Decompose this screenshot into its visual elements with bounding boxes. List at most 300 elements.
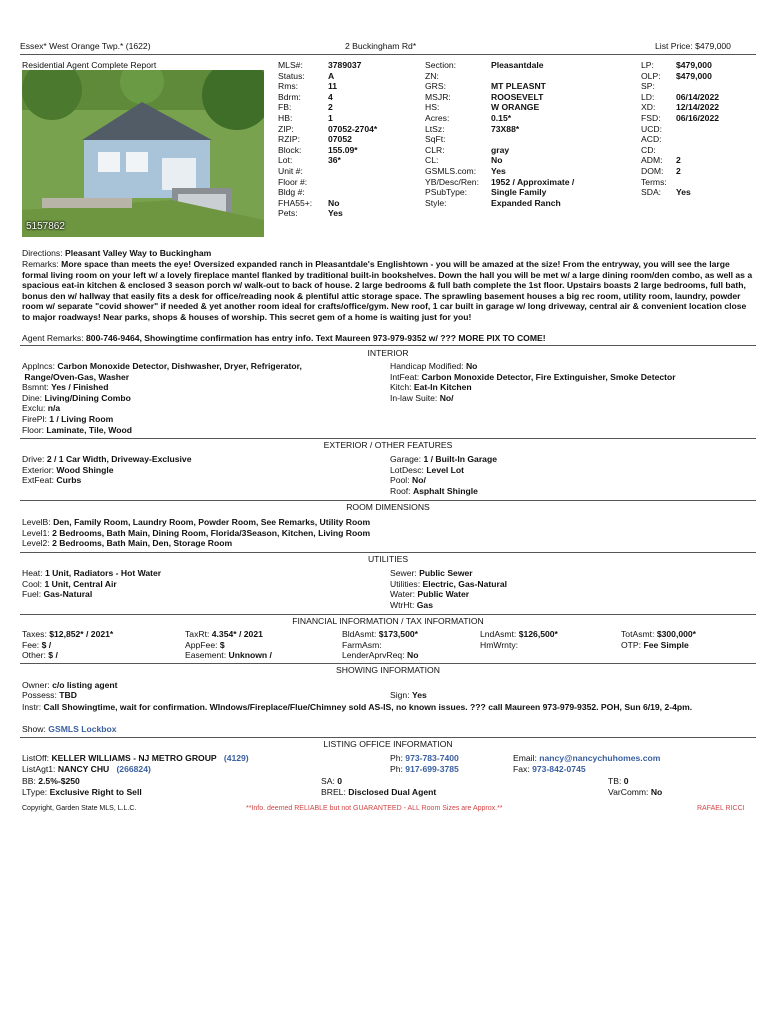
detail-row	[641, 187, 719, 198]
detail-row	[278, 81, 377, 92]
interior-row	[22, 393, 302, 404]
financial-row	[22, 629, 113, 640]
exterior-row	[22, 454, 192, 465]
exterior-label: Pool:	[390, 475, 410, 486]
detail-row	[641, 166, 719, 177]
possess-value: TBD	[59, 690, 77, 700]
directions-text: Pleasant Valley Way to Buckingham	[64, 248, 212, 258]
financial-row	[621, 629, 696, 640]
room-row	[22, 517, 370, 528]
detail-row	[641, 102, 719, 113]
detail-label: GSMLS.com:	[425, 165, 477, 176]
show-label: Show:	[22, 724, 46, 734]
interior-row	[390, 393, 676, 404]
financial-value: 4.354* / 2021	[211, 629, 263, 639]
financial-label: Other:	[22, 650, 46, 661]
owner-label: Owner:	[22, 680, 50, 690]
detail-row	[425, 155, 574, 166]
details-column-2	[425, 60, 574, 208]
room-row	[22, 538, 370, 549]
detail-label: Terms:	[641, 176, 667, 187]
exterior-rule	[20, 438, 756, 439]
detail-value: 2	[676, 165, 681, 176]
detail-row	[425, 145, 574, 156]
listagt-code-link[interactable]: (266824)	[116, 764, 151, 774]
detail-row	[425, 124, 574, 135]
detail-value: 06/14/2022	[676, 91, 720, 102]
exterior-left	[22, 454, 192, 486]
detail-row	[278, 134, 377, 145]
utilities-title: UTILITIES	[367, 554, 409, 564]
disclaimer: **Info. deemed RELIABLE but not GUARANTEED - ALL Room Sizes are Approx.**	[246, 805, 503, 812]
detail-row	[278, 71, 377, 82]
agent-phone	[390, 764, 459, 775]
buyer-broker	[22, 776, 80, 787]
detail-value: 06/16/2022	[676, 112, 720, 123]
detail-label: ZIP:	[278, 123, 294, 134]
utility-label: Heat:	[22, 568, 43, 578]
showing-title: SHOWING INFORMATION	[336, 665, 440, 675]
transaction-broker	[608, 776, 629, 787]
exterior-row	[22, 475, 192, 486]
detail-row	[425, 187, 574, 198]
listoff-value: KELLER WILLIAMS - NJ METRO GROUP	[51, 753, 217, 763]
detail-row	[425, 177, 574, 188]
detail-value: 11	[328, 81, 338, 92]
interior-label: Floor:	[22, 424, 44, 435]
detail-row	[425, 166, 574, 177]
exterior-value: Wood Shingle	[56, 464, 114, 475]
financial-label: TaxRt:	[185, 629, 210, 639]
interior-label: IntFeat:	[390, 371, 420, 382]
detail-label: SDA:	[641, 187, 662, 198]
show-method	[22, 724, 117, 735]
detail-row	[278, 177, 377, 188]
financial-value: Unknown /	[228, 650, 272, 661]
detail-label: SqFt:	[425, 134, 446, 145]
agent-remarks-text: 800-746-9464, Showingtime confirmation has entry info. Text Maureen 973-979-9352 w/ ??? MORE PIX TO COME!	[86, 333, 546, 343]
detail-value: 12/14/2022	[676, 102, 720, 113]
exterior-value: Curbs	[56, 475, 82, 486]
detail-value: A	[328, 70, 335, 81]
financial-row	[185, 629, 272, 640]
detail-value: Yes	[328, 208, 343, 219]
detail-row	[641, 177, 719, 188]
listagt-label: ListAgt1:	[22, 764, 56, 774]
rooms-rule	[20, 500, 756, 501]
financial-value: $12,852* / 2021*	[49, 629, 114, 639]
financial-row	[342, 640, 418, 651]
email-link[interactable]: nancy@nancychuhomes.com	[539, 753, 661, 763]
financial-label: Fee:	[22, 639, 40, 650]
directions-label: Directions:	[22, 248, 63, 258]
interior-row	[390, 361, 676, 372]
detail-value: No	[328, 197, 340, 208]
detail-label: Bldg #:	[278, 187, 305, 198]
detail-value: 07052	[328, 134, 352, 145]
financial-col-5	[621, 629, 696, 650]
utility-value: Gas-Natural	[43, 589, 93, 600]
financial-label: TotAsmt:	[621, 629, 655, 639]
detail-label: Unit #:	[278, 165, 303, 176]
detail-row	[425, 60, 574, 71]
detail-value: 1952 / Approximate /	[491, 176, 575, 187]
utilities-right	[390, 568, 507, 610]
exterior-row	[390, 465, 497, 476]
sign-label: Sign:	[390, 690, 410, 700]
detail-value: 07052-2704*	[328, 123, 378, 134]
detail-label: LtSz:	[425, 123, 445, 134]
detail-label: CLR:	[425, 144, 445, 155]
header-rule	[20, 54, 756, 55]
detail-label: LD:	[641, 91, 655, 102]
detail-label: FSD:	[641, 112, 661, 123]
detail-label: CL:	[425, 155, 439, 166]
listoff-code-link[interactable]: (4129)	[223, 753, 249, 763]
detail-label: DOM:	[641, 165, 664, 176]
financial-row	[342, 629, 418, 640]
interior-label: Dine:	[22, 392, 43, 403]
address: 2 Buckingham Rd*	[345, 41, 417, 51]
financial-rule	[20, 614, 756, 615]
agent-remarks	[22, 333, 546, 344]
utility-row	[22, 579, 161, 590]
details-column-1	[278, 60, 377, 219]
remarks-label: Remarks:	[22, 259, 59, 269]
financial-col-1	[22, 629, 113, 661]
detail-row	[278, 166, 377, 177]
interior-value: Eat-In Kitchen	[413, 382, 472, 393]
detail-value: 2	[676, 155, 681, 166]
copyright: Copyright, Garden State MLS, L.L.C.	[22, 805, 137, 812]
financial-row	[22, 640, 113, 651]
varcomm-value: No	[650, 787, 663, 797]
room-label: Level1:	[22, 527, 50, 538]
detail-value: Expanded Ranch	[491, 197, 561, 208]
detail-row	[278, 187, 377, 198]
financial-label: Taxes:	[22, 629, 47, 639]
detail-value: Yes	[676, 187, 691, 198]
bb-label: BB:	[22, 776, 36, 786]
detail-label: ADM:	[641, 155, 663, 166]
utility-value: Public Sewer	[419, 568, 473, 578]
sign	[390, 690, 427, 701]
bb-value: 2.5%-$250	[38, 776, 80, 786]
sub-agent	[321, 776, 342, 787]
exterior-label: ExtFeat:	[22, 475, 54, 486]
interior-label: Handicap Modified:	[390, 361, 464, 371]
detail-value: 2	[328, 102, 333, 113]
detail-value: Yes	[491, 165, 506, 176]
room-row	[22, 528, 370, 539]
interior-row	[22, 361, 302, 372]
detail-label: HB:	[278, 112, 293, 123]
ltype-value: Exclusive Right to Sell	[49, 787, 142, 797]
detail-row	[425, 81, 574, 92]
property-photo[interactable]	[22, 70, 264, 237]
interior-label: In-law Suite:	[390, 392, 438, 403]
interior-value: 1 / Living Room	[49, 413, 114, 424]
utility-row	[390, 579, 507, 590]
financial-col-4	[480, 629, 558, 650]
detail-label: MSJR:	[425, 91, 451, 102]
ltype-label: LType:	[22, 787, 48, 797]
detail-label: Style:	[425, 197, 447, 208]
interior-left	[22, 361, 302, 435]
interior-row	[390, 382, 676, 393]
utilities-left	[22, 568, 161, 600]
detail-row	[278, 208, 377, 219]
financial-label: LenderAprvReq:	[342, 650, 405, 661]
interior-value: No	[465, 361, 478, 371]
directions	[22, 248, 211, 259]
utility-row	[390, 600, 507, 611]
utility-value: Public Water	[417, 589, 470, 600]
exterior-row	[22, 465, 192, 476]
tb-label: TB:	[608, 776, 622, 786]
detail-label: HS:	[425, 102, 440, 113]
room-label: LevelB:	[22, 517, 51, 527]
interior-row	[22, 425, 302, 436]
detail-value: 155.09*	[328, 144, 358, 155]
interior-value: Living/Dining Combo	[44, 392, 131, 403]
detail-row	[278, 60, 377, 71]
detail-value: Single Family	[491, 187, 547, 198]
interior-value: n/a	[47, 403, 61, 414]
detail-label: YB/Desc/Ren:	[425, 176, 479, 187]
lockbox-link[interactable]: GSMLS Lockbox	[48, 724, 117, 734]
utility-label: Water:	[390, 589, 415, 600]
financial-label: BldAsmt:	[342, 629, 377, 639]
utilities-rule	[20, 552, 756, 553]
listing-type	[22, 787, 142, 798]
detail-value: gray	[491, 144, 510, 155]
interior-label: Applncs:	[22, 361, 55, 371]
financial-label: FarmAsm:	[342, 639, 382, 650]
brel-label: BREL:	[321, 787, 346, 797]
utility-row	[390, 568, 507, 579]
email	[513, 753, 660, 764]
financial-value: $ /	[48, 650, 58, 661]
exterior-value: No/	[411, 475, 426, 486]
detail-row	[278, 155, 377, 166]
detail-row	[425, 92, 574, 103]
tb-value: 0	[623, 776, 629, 786]
exterior-right	[390, 454, 497, 496]
detail-row	[425, 198, 574, 209]
financial-row	[480, 629, 558, 640]
financial-row	[185, 650, 272, 661]
exterior-value: Level Lot	[426, 464, 465, 475]
financial-col-3	[342, 629, 418, 661]
detail-value: 4	[328, 91, 333, 102]
details-column-3	[641, 60, 719, 198]
detail-value: W ORANGE	[491, 102, 540, 113]
var-comm	[608, 787, 662, 798]
interior-value: Carbon Monoxide Detector, Fire Extinguisher, Smoke Detector	[421, 371, 676, 382]
interior-label: Kitch:	[390, 382, 412, 393]
photo-id-label: 5157862	[26, 221, 65, 233]
detail-row	[641, 113, 719, 124]
detail-label: XD:	[641, 102, 656, 113]
detail-row	[278, 198, 377, 209]
detail-value: 3789037	[328, 60, 362, 70]
fax-label: Fax:	[513, 764, 530, 774]
financial-row	[22, 650, 113, 661]
rooms-list	[22, 517, 370, 549]
utility-label: Utilities:	[390, 578, 421, 589]
utility-label: Cool:	[22, 578, 43, 589]
county-town: Essex* West Orange Twp.* (1622)	[20, 41, 151, 51]
remarks-text: More space than meets the eye! Oversized expanded ranch in Pleasantdale's Englishtown - you will be amazed at the size! From the entryway, you will see the large formal living room on your left w/ a lovely fireplace mantel flanked by traditional built-in bookshelves. Down the hall you will be met w/ a large dining room/den combo, as well as a spacious eat-in kitchen & enclosed 3 season porch w/ walk-out to back of house. 2 large bedrooms & full bath complete the 1st floor. Upstairs boasts 2 large bedrooms, full bath, bonus den w/ hallway that easily fits a desk for office/reading nook & plentiful attic storage space. The sprawling basement houses a big rec room, utility room, laundry, powder room w/ separate "covid shower" if needed & yet another room ideal for crafts/office/gym. New roof, 1 car built in garage w/ long driveway, central air & convenient location close to major roadways! Near parks, shops & houses of worship. This secret gem of a home is waiting just for you!	[22, 259, 753, 322]
detail-label: FB:	[278, 102, 292, 113]
exterior-value: Asphalt Shingle	[412, 485, 478, 496]
financial-value: $126,500*	[518, 629, 558, 639]
detail-row	[641, 60, 719, 71]
detail-row	[641, 134, 719, 145]
owner-value: c/o listing agent	[52, 680, 118, 690]
room-label: Level2:	[22, 538, 50, 549]
instr-label: Instr:	[22, 702, 42, 712]
office-rule	[20, 737, 756, 738]
financial-label: AppFee:	[185, 639, 218, 650]
detail-row	[425, 71, 574, 82]
financial-label: HmWrnty:	[480, 639, 519, 650]
financial-value: No	[406, 650, 419, 661]
varcomm-label: VarComm:	[608, 787, 649, 797]
email-label: Email:	[513, 753, 537, 763]
exterior-label: LotDesc:	[390, 464, 424, 475]
possess	[22, 690, 77, 701]
financial-row	[342, 650, 418, 661]
detail-value: 36*	[328, 155, 341, 166]
detail-row	[641, 81, 719, 92]
detail-label: UCD:	[641, 123, 663, 134]
detail-value: $479,000	[676, 60, 712, 70]
interior-row	[390, 372, 676, 383]
financial-value: $ /	[41, 639, 52, 650]
financial-title: FINANCIAL INFORMATION / TAX INFORMATION	[292, 616, 484, 626]
office-phone	[390, 753, 459, 764]
detail-row	[641, 71, 719, 82]
room-value: 2 Bedrooms, Bath Main, Den, Storage Room	[52, 538, 233, 549]
interior-value: Laminate, Tile, Wood	[46, 424, 132, 435]
interior-rule	[20, 345, 756, 346]
detail-label: SP:	[641, 81, 655, 92]
exterior-value: 2 / 1 Car Width, Driveway-Exclusive	[46, 454, 192, 464]
detail-value: 73X88*	[491, 123, 520, 134]
utility-row	[22, 568, 161, 579]
financial-row	[480, 640, 558, 651]
utility-label: Sewer:	[390, 568, 417, 578]
sa-label: SA:	[321, 776, 335, 786]
detail-row	[278, 145, 377, 156]
interior-label: FirePl:	[22, 413, 47, 424]
possess-label: Possess:	[22, 690, 57, 700]
detail-label: Lot:	[278, 155, 293, 166]
rooms-title: ROOM DIMENSIONS	[346, 502, 430, 512]
financial-label: OTP:	[621, 639, 642, 650]
interior-row	[22, 372, 302, 383]
detail-label: PSubType:	[425, 187, 468, 198]
list-office	[22, 753, 249, 764]
financial-value: $173,500*	[378, 629, 418, 639]
exterior-title: EXTERIOR / OTHER FEATURES	[323, 440, 453, 450]
detail-label: GRS:	[425, 81, 447, 92]
interior-label: Exclu:	[22, 403, 46, 414]
detail-label: Acres:	[425, 112, 450, 123]
detail-value: ROOSEVELT	[491, 91, 544, 102]
listoff-label: ListOff:	[22, 753, 50, 763]
brel	[321, 787, 436, 798]
detail-label: MLS#:	[278, 60, 303, 70]
detail-row	[425, 113, 574, 124]
financial-value: $	[219, 639, 225, 650]
detail-value: No	[491, 155, 503, 166]
ph1-label: Ph:	[390, 753, 403, 763]
exterior-label: Drive:	[22, 454, 45, 464]
utility-value: 1 Unit, Radiators - Hot Water	[44, 568, 162, 578]
financial-value: Fee Simple	[643, 639, 689, 650]
interior-value: Range/Oven-Gas, Washer	[24, 371, 130, 382]
detail-row	[641, 124, 719, 135]
financial-col-2	[185, 629, 272, 661]
instructions	[22, 702, 752, 713]
exterior-label: Roof:	[390, 485, 411, 496]
detail-label: Rms:	[278, 81, 299, 92]
utility-value: 1 Unit, Central Air	[44, 578, 117, 589]
utility-row	[22, 589, 161, 600]
agent-name-footer: RAFAEL RICCI	[697, 805, 745, 812]
office-title: LISTING OFFICE INFORMATION	[323, 739, 453, 749]
sa-value: 0	[337, 776, 343, 786]
exterior-row	[390, 486, 497, 497]
house-image	[22, 70, 264, 237]
room-value: 2 Bedrooms, Bath Main, Dining Room, Florida/3Season, Kitchen, Living Room	[52, 527, 371, 538]
detail-row	[278, 92, 377, 103]
detail-row	[278, 124, 377, 135]
detail-label: CD:	[641, 144, 656, 155]
detail-value: 0.15*	[491, 112, 512, 123]
detail-label: LP:	[641, 60, 654, 70]
report-type: Residential Agent Complete Report	[22, 60, 157, 70]
remarks	[22, 259, 754, 323]
list-price-header: List Price: $479,000	[655, 41, 731, 51]
detail-row	[641, 145, 719, 156]
listagt-value: NANCY CHU	[57, 764, 110, 774]
ph1-link[interactable]: 973-783-7400	[405, 753, 459, 763]
utility-label: Fuel:	[22, 589, 42, 600]
exterior-row	[390, 454, 497, 465]
detail-label: Pets:	[278, 208, 298, 219]
fax-link[interactable]: 973-842-0745	[532, 764, 586, 774]
ph2-link[interactable]: 917-699-3785	[405, 764, 459, 774]
interior-row	[22, 403, 302, 414]
owner	[22, 680, 118, 691]
utility-value: Electric, Gas-Natural	[422, 578, 508, 589]
detail-label: Floor #:	[278, 176, 308, 187]
detail-label: ZN:	[425, 70, 439, 81]
detail-label: FHA55+:	[278, 197, 313, 208]
detail-label: OLP:	[641, 70, 661, 81]
fax	[513, 764, 586, 775]
exterior-label: Exterior:	[22, 464, 54, 475]
exterior-label: Garage:	[390, 454, 422, 464]
detail-label: ACD:	[641, 134, 662, 145]
detail-label: Bdrm:	[278, 91, 301, 102]
interior-row	[22, 382, 302, 393]
showing-rule	[20, 663, 756, 664]
